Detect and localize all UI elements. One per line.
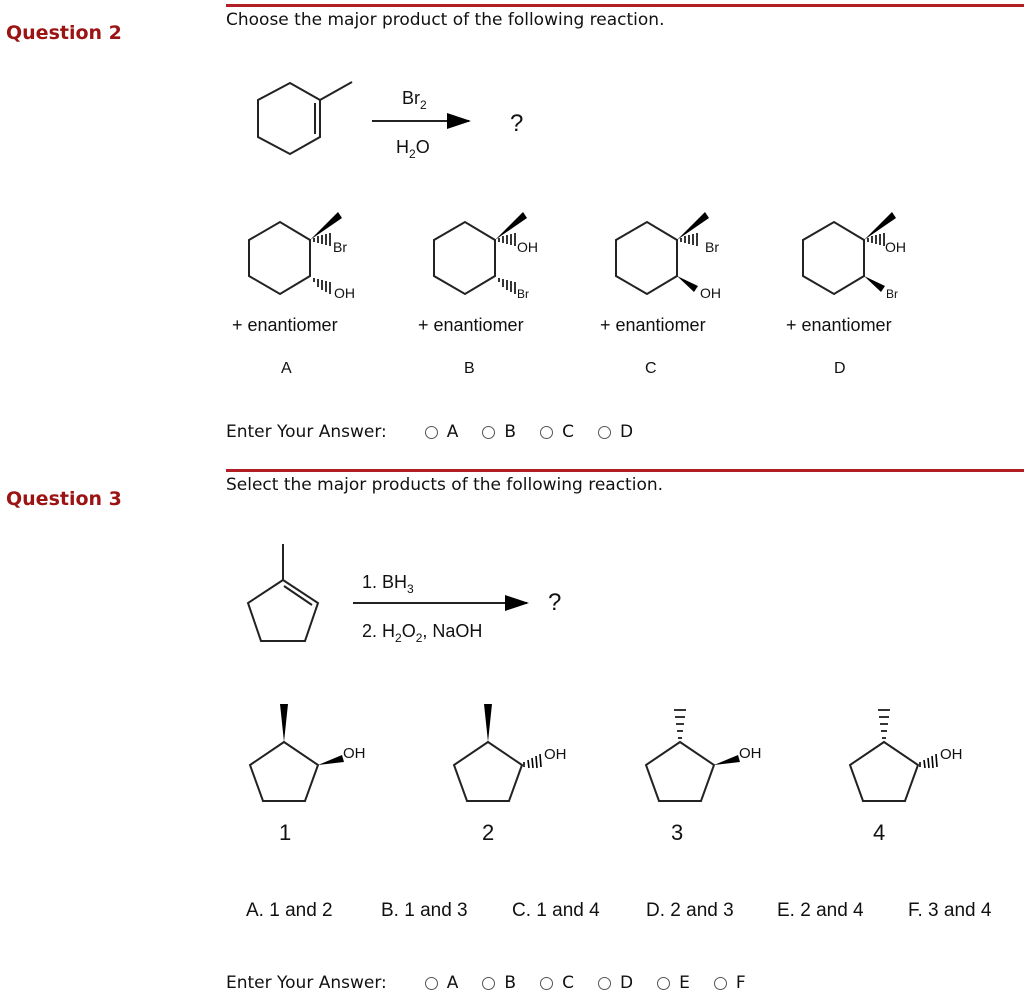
q3-choice-e: E. 2 and 4 xyxy=(777,900,864,921)
question-3-label: Question 3 xyxy=(6,488,122,510)
q3-number-3: 3 xyxy=(671,820,684,845)
q2-a-oh: OH xyxy=(334,285,355,301)
question-3-divider xyxy=(226,469,1024,472)
q3-option-f[interactable]: F xyxy=(714,973,746,993)
q3-choice-a: A. 1 and 2 xyxy=(246,900,333,921)
q2-option-c[interactable]: C xyxy=(540,422,574,442)
q2-c-oh: OH xyxy=(700,285,721,301)
q3-answer-row xyxy=(226,973,770,993)
q3-2-oh: OH xyxy=(544,746,567,763)
q3-start-ring xyxy=(248,580,318,641)
q3-number-1: 1 xyxy=(279,820,292,845)
q2-ring-d xyxy=(803,222,864,294)
q3-ring-2 xyxy=(454,742,522,801)
q2-ring-c xyxy=(616,222,677,294)
q2-reagent-h2o: $H_2O$ xyxy=(396,137,430,161)
q2-letter-a: A xyxy=(281,360,292,377)
q2-letter-c: C xyxy=(645,360,657,377)
q3-choice-c: C. 1 and 4 xyxy=(512,900,600,921)
q3-ring-4 xyxy=(850,742,918,801)
radio-icon[interactable] xyxy=(598,426,611,439)
question-2-label: Question 2 xyxy=(6,22,122,44)
q2-d-oh: OH xyxy=(885,239,906,255)
q3-4-oh: OH xyxy=(940,746,963,763)
radio-icon[interactable] xyxy=(657,977,670,990)
q2-a-br: Br xyxy=(333,239,347,255)
q2-option-b[interactable]: B xyxy=(482,422,516,442)
q3-3-oh: OH xyxy=(739,745,762,762)
q3-answer-label: Enter Your Answer: xyxy=(226,973,387,993)
q2-letter-b: B xyxy=(464,360,475,377)
q3-ring-3 xyxy=(646,742,714,801)
q3-number-4: 4 xyxy=(873,820,886,845)
q3-choice-b: B. 1 and 3 xyxy=(381,900,468,921)
q2-ring-a xyxy=(249,222,310,294)
q3-option-a[interactable]: A xyxy=(425,973,459,993)
radio-icon[interactable] xyxy=(598,977,611,990)
q3-option-c[interactable]: C xyxy=(540,973,574,993)
q2-d-br: Br xyxy=(886,287,898,301)
radio-icon[interactable] xyxy=(482,426,495,439)
q2-c-enantiomer: + enantiomer xyxy=(600,315,706,335)
q3-choice-f: F. 3 and 4 xyxy=(908,900,992,921)
q2-reagent-br2: $Br_2$ xyxy=(402,88,427,112)
q2-start-ring xyxy=(258,83,320,154)
radio-icon[interactable] xyxy=(540,977,553,990)
q2-answer-row xyxy=(226,422,657,442)
q2-letter-d: D xyxy=(834,360,846,377)
radio-icon[interactable] xyxy=(482,977,495,990)
radio-icon[interactable] xyxy=(425,977,438,990)
question-2-prompt: Choose the major product of the following reaction. xyxy=(226,10,665,30)
radio-icon[interactable] xyxy=(714,977,727,990)
q2-option-d[interactable]: D xyxy=(598,422,633,442)
q3-ring-1 xyxy=(250,742,318,801)
q2-b-oh: OH xyxy=(517,239,538,255)
q3-number-2: 2 xyxy=(482,820,495,845)
question-3-prompt: Select the major products of the following reaction. xyxy=(226,475,664,495)
q3-unknown-product: ? xyxy=(548,589,562,616)
q2-a-enantiomer: + enantiomer xyxy=(232,315,338,335)
q2-ring-b xyxy=(434,222,495,294)
q2-d-enantiomer: + enantiomer xyxy=(786,315,892,335)
q2-b-br: Br xyxy=(517,287,529,301)
q3-1-oh: OH xyxy=(343,745,366,762)
radio-icon[interactable] xyxy=(540,426,553,439)
radio-icon[interactable] xyxy=(425,426,438,439)
q2-answer-label: Enter Your Answer: xyxy=(226,422,387,442)
q3-option-b[interactable]: B xyxy=(482,973,516,993)
q2-c-br: Br xyxy=(705,239,719,255)
q2-b-enantiomer: + enantiomer xyxy=(418,315,524,335)
q3-choice-d: D. 2 and 3 xyxy=(646,900,734,921)
q3-step-2: 2. $H_2O_2$, NaOH xyxy=(362,621,483,645)
q2-unknown-product: ? xyxy=(510,110,524,137)
q3-option-d[interactable]: D xyxy=(598,973,633,993)
q3-step-1: 1. $BH_3$ xyxy=(362,572,414,596)
q3-option-e[interactable]: E xyxy=(657,973,690,993)
q2-option-a[interactable]: A xyxy=(425,422,459,442)
